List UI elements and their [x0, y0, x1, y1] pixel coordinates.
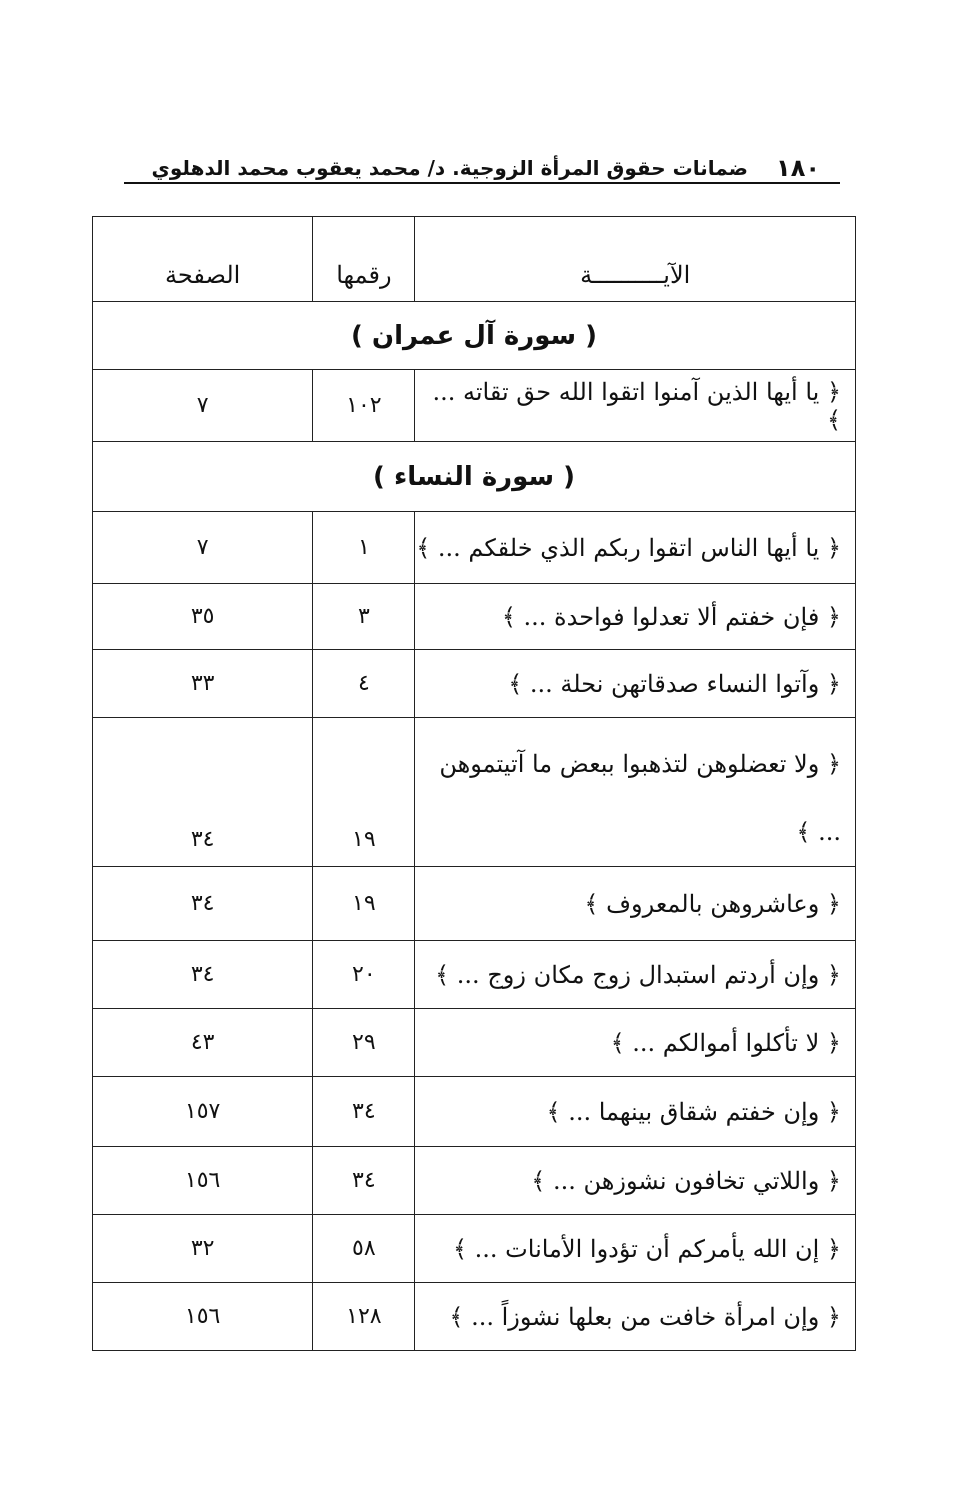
- surah-heading-row: [93, 442, 856, 512]
- column-header-number: رقمها: [313, 217, 415, 302]
- verse-text: ﴿ واللاتي تخافون نشوزهن ... ﴾: [415, 1147, 856, 1215]
- verse-number: ٣٤: [313, 1077, 415, 1147]
- verse-number: ١٠٢: [313, 370, 415, 442]
- page-ref: ٤٣: [93, 1009, 313, 1077]
- verse-text: ﴿ ولا تعضلوهن لتذهبوا ببعض ما آتيتموهن ... ﴾: [415, 718, 856, 867]
- verse-text: ﴿ فإن خفتم ألا تعدلوا فواحدة ... ﴾: [415, 584, 856, 650]
- verse-number: ١٩: [313, 867, 415, 941]
- table-row: [93, 867, 856, 941]
- table-header-row: [93, 217, 856, 302]
- column-header-page: الصفحة: [93, 217, 313, 302]
- verse-text: ﴿ لا تأكلوا أموالكم ... ﴾: [415, 1009, 856, 1077]
- verse-text: ﴿ إن الله يأمركم أن تؤدوا الأمانات ... ﴾: [415, 1215, 856, 1283]
- table-row: [93, 1009, 856, 1077]
- verse-number: ٢٠: [313, 941, 415, 1009]
- table-row: [93, 1147, 856, 1215]
- verse-index-table: [92, 216, 856, 1351]
- table-row: [93, 718, 856, 867]
- header-rule: [124, 182, 840, 184]
- page-header: [124, 150, 840, 184]
- table-row: [93, 512, 856, 584]
- table-row: [93, 1077, 856, 1147]
- verse-text: ﴿ وإن امرأة خافت من بعلها نشوزاً ... ﴾: [415, 1283, 856, 1351]
- table-row: [93, 941, 856, 1009]
- verse-number: ٢٩: [313, 1009, 415, 1077]
- page-ref: ٣٤: [93, 867, 313, 941]
- page-ref: ٣٢: [93, 1215, 313, 1283]
- verse-number: ٣٤: [313, 1147, 415, 1215]
- verse-text: ﴿ يا أيها الذين آمنوا اتقوا الله حق تقاته ... ﴾: [415, 370, 856, 442]
- verse-number: ١: [313, 512, 415, 584]
- table-row: [93, 370, 856, 442]
- running-header-title: ضمانات حقوق المرأة الزوجية. د/ محمد يعقوب محمد الدهلوي: [151, 156, 748, 180]
- verse-text: ﴿ وعاشروهن بالمعروف ﴾: [415, 867, 856, 941]
- page-ref: ٣٤: [93, 718, 313, 867]
- verse-number: ٥٨: [313, 1215, 415, 1283]
- page-ref: ٣٤: [93, 941, 313, 1009]
- column-header-verse: الآيــــــــــة: [415, 217, 856, 302]
- page-ref: ١٥٦: [93, 1147, 313, 1215]
- table-row: [93, 650, 856, 718]
- verse-number: ١٩: [313, 718, 415, 867]
- verse-number: ٤: [313, 650, 415, 718]
- verse-text: ﴿ وإن أردتم استبدال زوج مكان زوج ... ﴾: [415, 941, 856, 1009]
- page-ref: ١٥٦: [93, 1283, 313, 1351]
- table-row: [93, 1215, 856, 1283]
- verse-number: ٣: [313, 584, 415, 650]
- table-row: [93, 1283, 856, 1351]
- verse-text: ﴿ وإن خفتم شقاق بينهما ... ﴾: [415, 1077, 856, 1147]
- surah-title: ( سورة آل عمران ): [93, 302, 856, 370]
- verse-number: ١٢٨: [313, 1283, 415, 1351]
- page-ref: ٧: [93, 512, 313, 584]
- verse-text: ﴿ يا أيها الناس اتقوا ربكم الذي خلقكم ... ﴾: [415, 512, 856, 584]
- surah-heading-row: [93, 302, 856, 370]
- surah-title: ( سورة النساء ): [93, 442, 856, 512]
- page-number: ١٨٠: [776, 154, 820, 182]
- table-row: [93, 584, 856, 650]
- page-ref: ٣٣: [93, 650, 313, 718]
- page-ref: ٣٥: [93, 584, 313, 650]
- verse-text: ﴿ وآتوا النساء صدقاتهن نحلة ... ﴾: [415, 650, 856, 718]
- page-ref: ١٥٧: [93, 1077, 313, 1147]
- page-ref: ٧: [93, 370, 313, 442]
